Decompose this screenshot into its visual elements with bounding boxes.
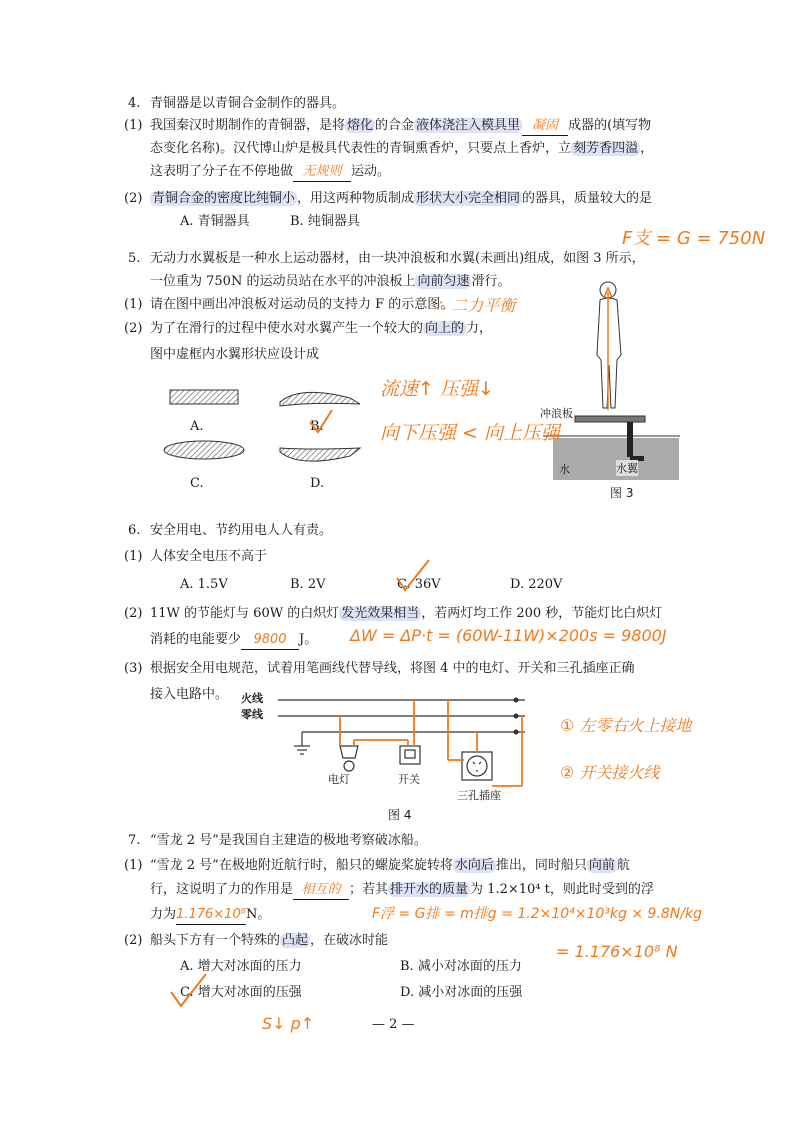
q5-2-highlight-upward: 向上的 [425,321,465,336]
q7-2-highlight-bulge: 凸起 [282,933,309,948]
q7-1-text-3a: 力为 [150,907,177,922]
check-mark-icon [306,408,336,438]
q7-1-text-2a: 行，这说明了力的作用是 [150,882,294,897]
q4-2-line1 [150,190,652,208]
q7-1-text-e: 航 [616,858,630,873]
q6-2-text-2a: 消耗的电能要少 [150,632,242,647]
hw-buoyancy-calc-2: = 1.176×10⁸ N [556,942,678,961]
q6-stem: 安全用电、节约用电人人有责。 [150,523,333,538]
fig4-socket-label: 三孔插座 [457,789,501,802]
q4-1-text-e: 成器的(填写物 [568,118,652,133]
q7-1-text-2b: ；若其 [349,882,389,897]
q4-1-answer-random: 无规则 [293,163,351,182]
fig4-switch-label: 开关 [398,773,420,786]
fig3-wing-label: 水翼 [616,462,638,475]
q5-2-label: (2) [124,321,143,336]
q7-2-option-a: A. 增大对冰面的压力 [180,959,302,974]
q4-2-option-b: B. 纯铜器具 [290,214,360,229]
q4-number: 4. [128,96,141,111]
q6-2-text-2b: J。 [299,632,318,647]
q4-1-text-3b: 运动。 [351,164,391,179]
q5-text-2a: 一位重为 750N 的运动员站在水平的冲浪板上 [150,274,416,289]
q5-number: 5. [128,251,141,266]
q7-2-line1 [150,932,388,950]
q4-stem: 青铜器是以青铜合金制作的器具。 [150,96,346,111]
q7-2-text-c: ，在破冰时能 [310,933,389,948]
fig4-live-label: 火线 [241,692,263,705]
shape-label-b: B. [310,419,324,434]
q7-2-label: (2) [124,933,143,948]
q7-1-line3 [150,906,270,925]
q7-1-text-a: “雪龙 2 号”在极地附近航行时，船只的螺旋桨旋转将 [150,858,453,873]
q4-1-highlight-melt: 熔化 [347,118,374,133]
q6-2-text-c: ，若两灯均工作 200 秒，节能灯比白炽灯 [421,606,663,621]
fig3-water-label: 水 [559,463,570,476]
wing-shape-a [170,390,238,404]
q7-1-text-2d: 为 1.2×10⁴ t，则此时受到的浮 [470,882,654,897]
q4-2-text-d: 的器具，质量较大的是 [522,191,653,206]
q7-1-text-3b: N。 [246,907,271,922]
q6-1-option-c: C. 36V [397,577,441,592]
q6-3-line2: 接入电路中。 [150,687,229,702]
q5-2-text-a: 为了在滑行的过程中使水对水翼产生一个较大的 [150,321,424,336]
q6-2-answer-energy: 9800 [241,631,299,650]
fig4-caption: 图 4 [388,808,412,822]
q7-stem: “雪龙 2 号”是我国自主建造的极地考察破冰船。 [150,833,427,848]
hw-wiring-rule-1: ① 左零右火上接地 [560,716,692,735]
q4-1-highlight-liquid: 液体浇注入模具里 [416,118,521,133]
check-mark-icon [168,970,208,1012]
q7-number: 7. [128,833,141,848]
q7-1-highlight-forward: 向前 [588,858,615,873]
shape-label-a: A. [190,419,204,434]
hw-area-pressure: S↓ p↑ [262,1014,315,1033]
q5-highlight-uniform: 向前匀速 [417,274,470,289]
q7-2-option-c: C. 增大对冰面的压强 [180,985,302,1000]
wing-shape-d [280,448,360,461]
figure-3 [535,260,685,500]
shape-label-d: D. [310,476,325,491]
hw-support-force: F支 = G = 750N [622,228,766,249]
q7-2-option-b: B. 减小对冰面的压力 [400,959,522,974]
q4-2-highlight-same-shape: 形状大小完全相同 [416,191,521,206]
q6-2-label: (2) [124,606,143,621]
q5-2-line2: 图中虚框内水翼形状应设计成 [150,347,320,362]
q6-2-line1 [150,605,662,623]
surfboard [575,416,645,422]
q6-1-option-b: B. 2V [290,577,326,592]
q6-number: 6. [128,523,141,538]
wing-shape-c [164,441,244,459]
q4-1-text-c: 的合金 [375,118,415,133]
hw-pressure-compare: 向下压强 < 向上压强 [380,422,560,444]
hw-buoyancy-calc-1: F浮 = G排 = m排g = 1.2×10⁴×10³kg × 9.8N/kg [372,906,702,922]
q4-1-label: (1) [124,118,143,133]
q4-1-text-3a: 这表明了分子在不停地做 [150,164,294,179]
fig4-neutral-label: 零线 [241,708,263,721]
q5-2-line1 [150,320,492,338]
shape-label-c: C. [190,476,204,491]
q5-line2 [150,273,510,291]
fig4-lamp-label: 电灯 [328,773,350,786]
q6-3-label: (3) [124,661,143,676]
q6-1-option-d: D. 220V [510,577,563,592]
q6-3-line1: 根据安全用电规范，试着用笔画线代替导线，将图 4 中的电灯、开关和三孔插座正确 [150,661,635,676]
q5-1-text: 请在图中画出冲浪板对运动员的支持力 F 的示意图。 [150,297,454,312]
q5-1-label: (1) [124,297,143,312]
person-body-icon [597,298,621,408]
q4-1-answer-solidify: 凝固 [522,117,568,136]
q4-1-line3 [150,163,390,182]
hw-flow-pressure: 流速↑ 压强↓ [380,378,494,400]
q6-1-option-a: A. 1.5V [180,577,228,592]
q6-2-line2 [150,631,317,650]
hw-energy-calc: ΔW = ΔP·t = (60W-11W)×200s = 9800J [350,626,667,645]
q5-2-text-c: 力， [466,321,493,336]
q6-2-highlight-same-effect: 发光效果相当 [341,606,420,621]
q4-1-line2 [150,140,653,158]
hw-wiring-rule-2: ② 开关接火线 [560,763,660,782]
q4-1-highlight-fragrance: 刻芳香四溢 [573,141,639,156]
fig3-caption: 图 3 [610,486,634,500]
q5-text-2c: 滑行。 [471,274,511,289]
q6-2-text-a: 11W 的节能灯与 60W 的白炽灯 [150,606,340,621]
q6-1-label: (1) [124,549,143,564]
hw-balance: ∴ 二力平衡 [436,296,516,315]
q4-1-text-a: 我国秦汉时期制作的青铜器，是将 [150,118,346,133]
q7-1-answer-mutual: 相互的 [293,881,349,900]
switch-icon [400,746,420,764]
page-number: — 2 — [372,1017,415,1032]
q7-1-answer-buoyancy: 1.176×10⁸ [176,906,246,925]
q7-1-line2 [150,881,654,900]
q7-1-highlight-displaced: 排开水的质量 [390,882,469,897]
q7-1-label: (1) [124,858,143,873]
q7-1-highlight-backward: 水向后 [454,858,494,873]
q6-1-text: 人体安全电压不高于 [150,549,268,564]
lamp-icon [340,746,358,758]
q4-2-option-a: A. 青铜器具 [180,214,250,229]
check-mark-icon [393,556,433,596]
wing-shape-b [280,392,360,406]
q4-1-line1 [150,117,651,136]
q4-1-text-2c: ， [640,141,654,156]
q4-2-highlight-density: 青铜合金的密度比纯铜小 [152,191,296,206]
q4-2-text-b: ，用这两种物质制成 [297,191,415,206]
q7-2-text-a: 船头下方有一个特殊的 [150,933,281,948]
q5-line1: 无动力水翼板是一种水上运动器材，由一块冲浪板和水翼(未画出)组成，如图 3 所示， [150,251,645,266]
q7-2-option-d: D. 减小对冰面的压强 [400,985,523,1000]
q7-1-text-c: 推出，同时船只 [495,858,587,873]
q7-1-line1 [150,857,630,875]
fig3-board-label: 冲浪板 [540,407,573,420]
q4-2-label: (2) [124,191,143,206]
q4-1-text-2a: 态变化名称)。汉代博山炉是极具代表性的青铜熏香炉，只要点上香炉，立 [150,141,572,156]
